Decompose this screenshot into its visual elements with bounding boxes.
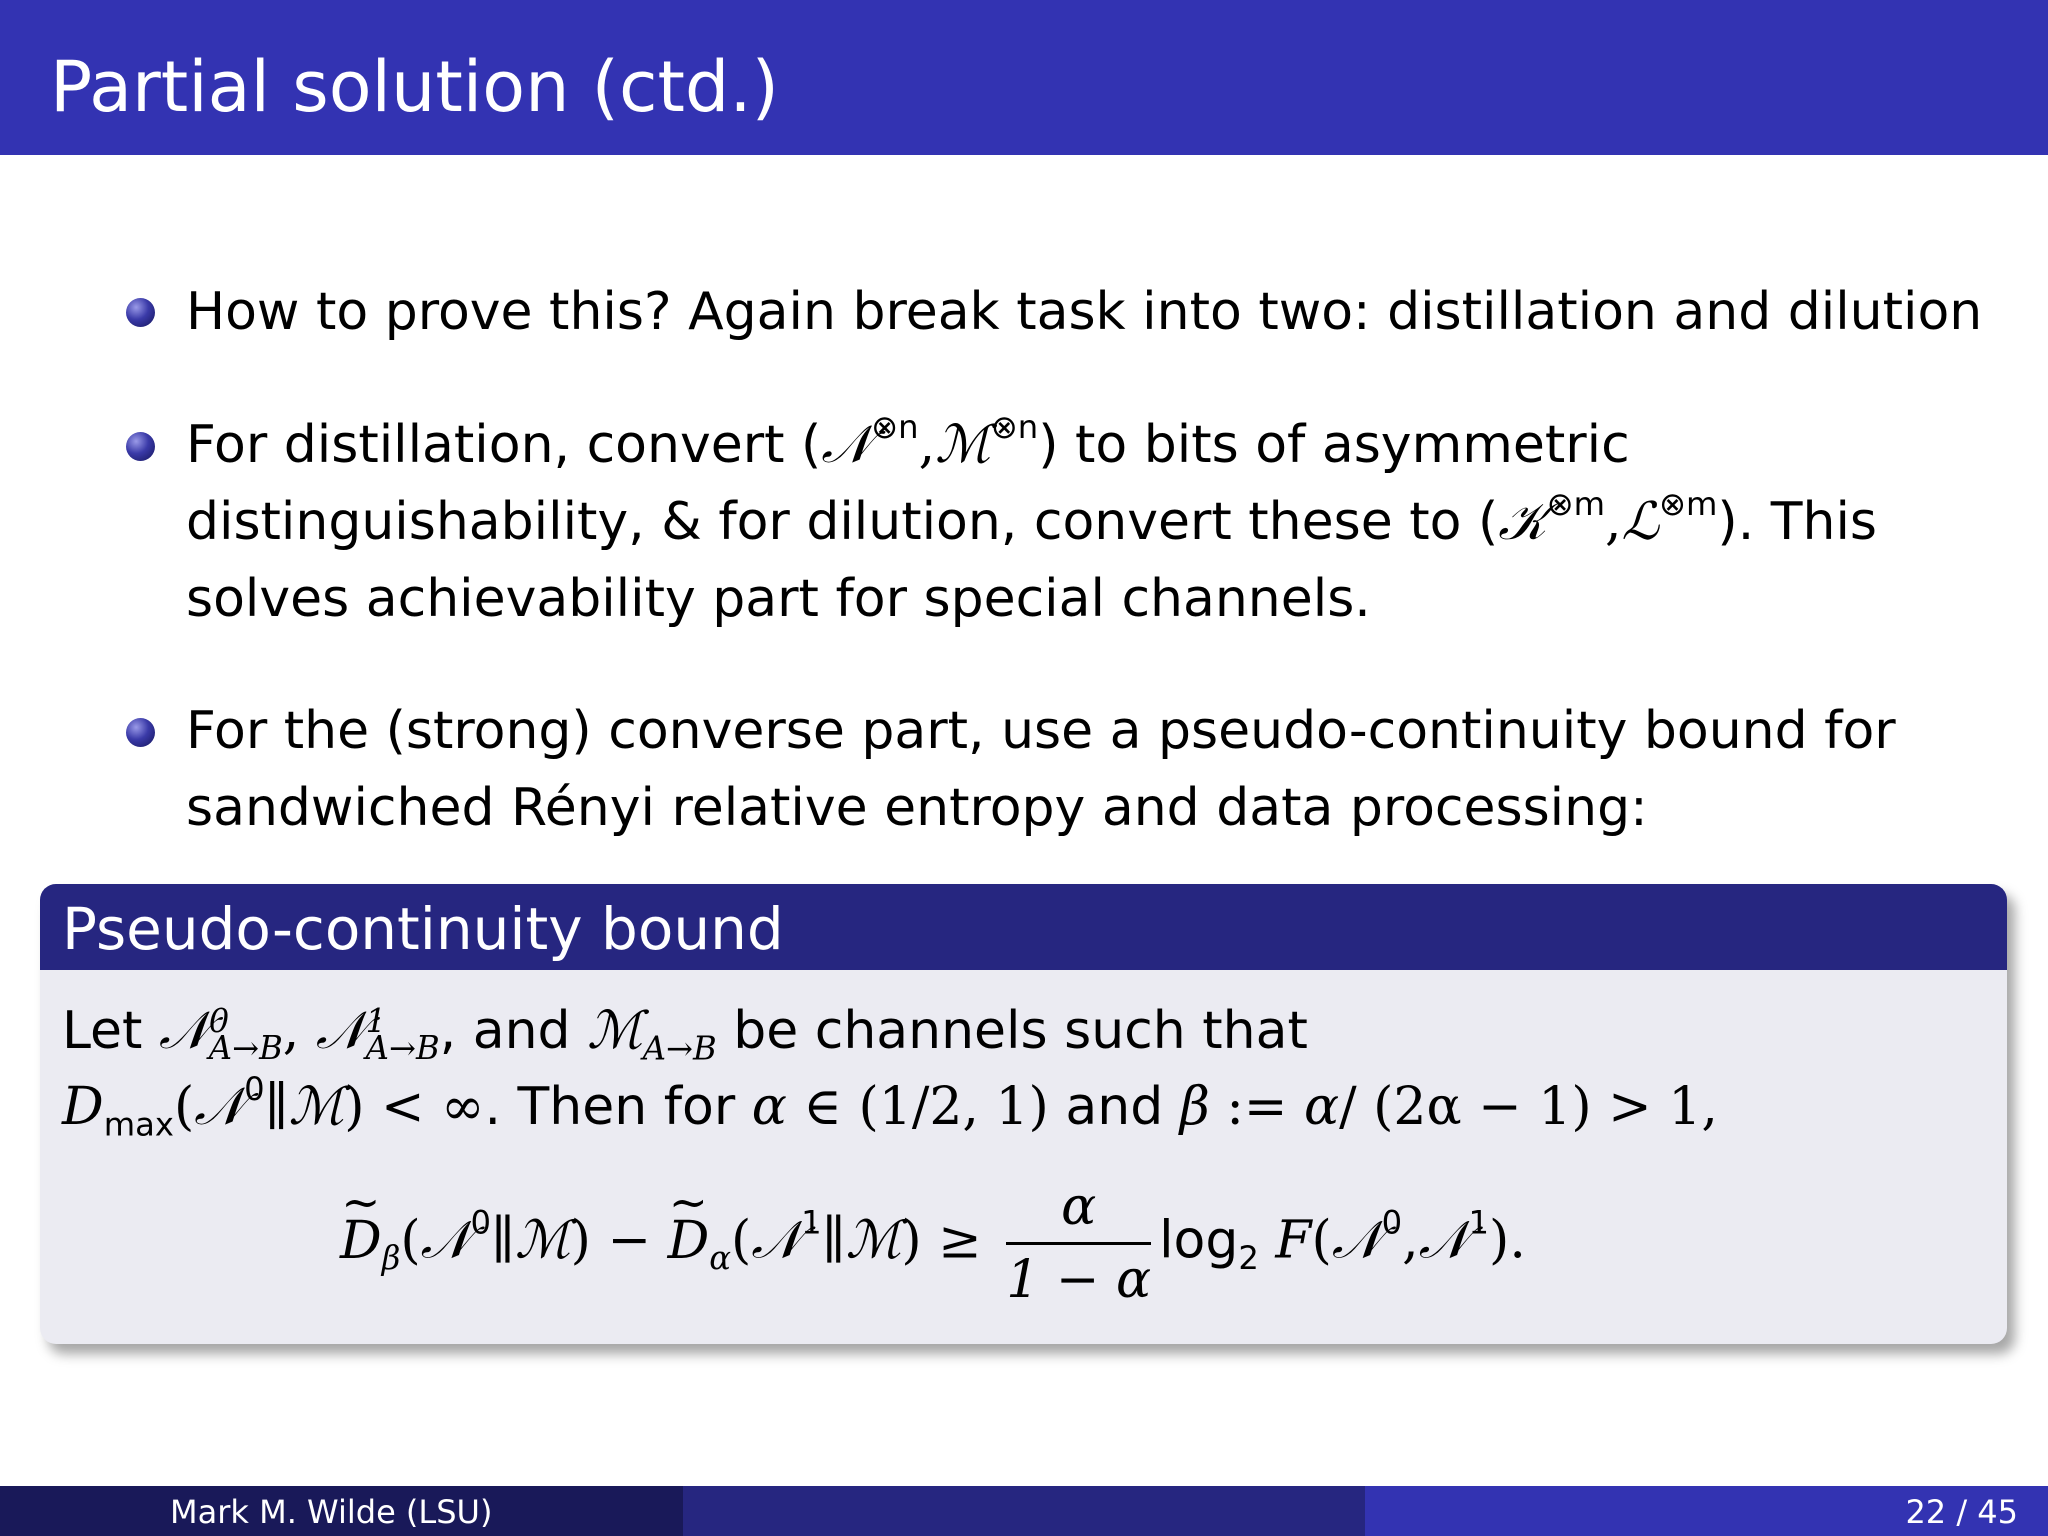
math-operator: < ∞ <box>364 1077 485 1137</box>
math-symbol: 𝒩 <box>158 1001 209 1061</box>
math-log: log <box>1159 1210 1239 1271</box>
math-subscript: max <box>103 1105 174 1144</box>
math-superscript: 0 <box>1381 1203 1403 1242</box>
math-symbol: ℳ <box>935 415 991 475</box>
bullet-item-2-line-2 <box>186 484 1877 561</box>
bullet-icon <box>126 718 155 747</box>
bullet-item-3-line-1 <box>186 693 1896 770</box>
math-symbol: 𝒩 <box>751 1210 802 1271</box>
math-symbol: 𝒩 <box>194 1077 245 1137</box>
math-operator: − <box>590 1210 668 1271</box>
bullet-item-1 <box>186 274 1982 351</box>
math-symbol: D <box>62 1077 104 1137</box>
math-symbol: ℒ <box>1621 492 1659 552</box>
text-segment: and <box>1048 1077 1180 1137</box>
math-symbol: ℳ <box>845 1210 902 1271</box>
footer-page-section <box>1365 1486 2048 1536</box>
math-fraction <box>1006 1174 1151 1313</box>
math-parallel: ∥ <box>490 1210 516 1271</box>
math-symbol: F <box>1275 1210 1312 1271</box>
fraction-denominator: 1 − α <box>1006 1250 1152 1310</box>
bullet-1-text: How to prove this? Again break task into two: distillation and dilution <box>186 282 1983 342</box>
text-segment: sandwiched Rényi relative entropy and data processing: <box>186 778 1648 838</box>
math-subscript: α <box>709 1238 732 1277</box>
text-segment: . Then for <box>484 1077 752 1137</box>
math-paren: ). <box>1489 1210 1526 1271</box>
text-segment: Let <box>62 1001 159 1061</box>
footer-bar <box>0 1486 2048 1536</box>
math-symbol: ℳ <box>515 1210 571 1271</box>
math-comma: , <box>1605 492 1622 552</box>
math-subscript: A→B <box>208 1029 283 1068</box>
math-symbol: 𝒩 <box>1331 1210 1382 1271</box>
frame-title-bar <box>0 0 2048 155</box>
bullet-item-3-line-2 <box>186 770 1648 847</box>
math-superscript: ⊗m <box>1658 484 1718 523</box>
math-symbol: 𝒦 <box>1498 492 1547 552</box>
math-subsup <box>208 1001 283 1068</box>
text-segment: For the (strong) converse part, use a pseudo-continuity bound for <box>186 701 1896 761</box>
math-symbol: 𝒩 <box>315 1001 366 1061</box>
footer-author: Mark M. Wilde (LSU) <box>170 1493 493 1531</box>
math-comma: , <box>282 1001 300 1061</box>
text-segment: ). This <box>1717 492 1878 552</box>
math-paren: ( <box>173 1077 195 1137</box>
bullet-item-2-line-1 <box>186 407 1630 484</box>
math-paren: ) <box>344 1077 365 1137</box>
math-symbol: ℳ <box>288 1077 345 1137</box>
math-subsup <box>365 1001 440 1068</box>
math-superscript: 0 <box>244 1069 265 1108</box>
text-segment: , and <box>439 1001 588 1061</box>
math-interval: ∈ (1/2, 1) <box>786 1077 1049 1137</box>
math-superscript: 1 <box>801 1203 822 1242</box>
block-line-1 <box>62 994 1308 1068</box>
footer-title-section <box>683 1486 1365 1536</box>
math-symbol: α <box>751 1077 787 1137</box>
math-parallel: ∥ <box>821 1210 846 1271</box>
math-symbol: α <box>1303 1077 1340 1137</box>
block-line-2 <box>62 1070 1718 1144</box>
display-equation <box>340 1174 1526 1313</box>
bullet-icon <box>126 432 155 461</box>
math-symbol: 𝒩 <box>420 1210 471 1271</box>
math-superscript: ⊗n <box>990 407 1039 446</box>
math-paren: ( <box>1311 1210 1332 1271</box>
text-segment: ) to bits of asymmetric <box>1038 415 1630 475</box>
text-segment: distinguishability, & for dilution, convert these to ( <box>186 492 1499 552</box>
math-symbol: 𝒩 <box>1418 1210 1469 1271</box>
math-superscript: 1 <box>1468 1203 1490 1242</box>
math-paren: ( <box>731 1210 752 1271</box>
math-subscript: A→B <box>365 1029 440 1068</box>
math-superscript: 0 <box>208 1001 230 1040</box>
math-superscript: 1 <box>365 1001 387 1040</box>
math-subscript: 2 <box>1238 1238 1259 1277</box>
math-symbol: 𝒩 <box>821 415 872 475</box>
math-symbol: β <box>1179 1077 1210 1137</box>
footer-author-section <box>0 1486 683 1536</box>
math-paren: ) <box>901 1210 922 1271</box>
text-segment: be channels such that <box>716 1001 1308 1061</box>
math-comma: , <box>1402 1210 1419 1271</box>
text-segment: solves achievability part for special channels. <box>186 569 1371 629</box>
math-paren: ( <box>400 1210 421 1271</box>
math-parallel: ∥ <box>264 1077 289 1137</box>
math-superscript: ⊗n <box>871 407 919 446</box>
text-segment: For distillation, convert ( <box>186 415 822 475</box>
math-paren: ) <box>570 1210 591 1271</box>
block-title: Pseudo-continuity bound <box>62 895 784 963</box>
bullet-icon <box>126 298 155 327</box>
math-operator: := <box>1209 1077 1304 1137</box>
bullet-item-2-line-3 <box>186 561 1371 638</box>
math-subscript: β <box>381 1238 401 1277</box>
math-symbol: ℳ <box>587 1001 643 1061</box>
math-superscript: 0 <box>470 1203 491 1242</box>
fraction-numerator: α <box>1006 1174 1151 1245</box>
theorem-block <box>40 884 2007 1344</box>
slide-title: Partial solution (ctd.) <box>50 46 779 128</box>
math-operator: ≥ <box>921 1210 999 1271</box>
page-number: 22 / 45 <box>1905 1493 2018 1531</box>
math-symbol: ~ D <box>340 1204 382 1278</box>
block-title-bar <box>40 884 2007 970</box>
math-comma: , <box>918 415 936 475</box>
math-superscript: ⊗m <box>1546 484 1605 523</box>
math-expression: / (2α − 1) > 1, <box>1339 1077 1718 1137</box>
math-symbol: ~ D <box>668 1204 710 1278</box>
math-subscript: A→B <box>642 1029 717 1068</box>
